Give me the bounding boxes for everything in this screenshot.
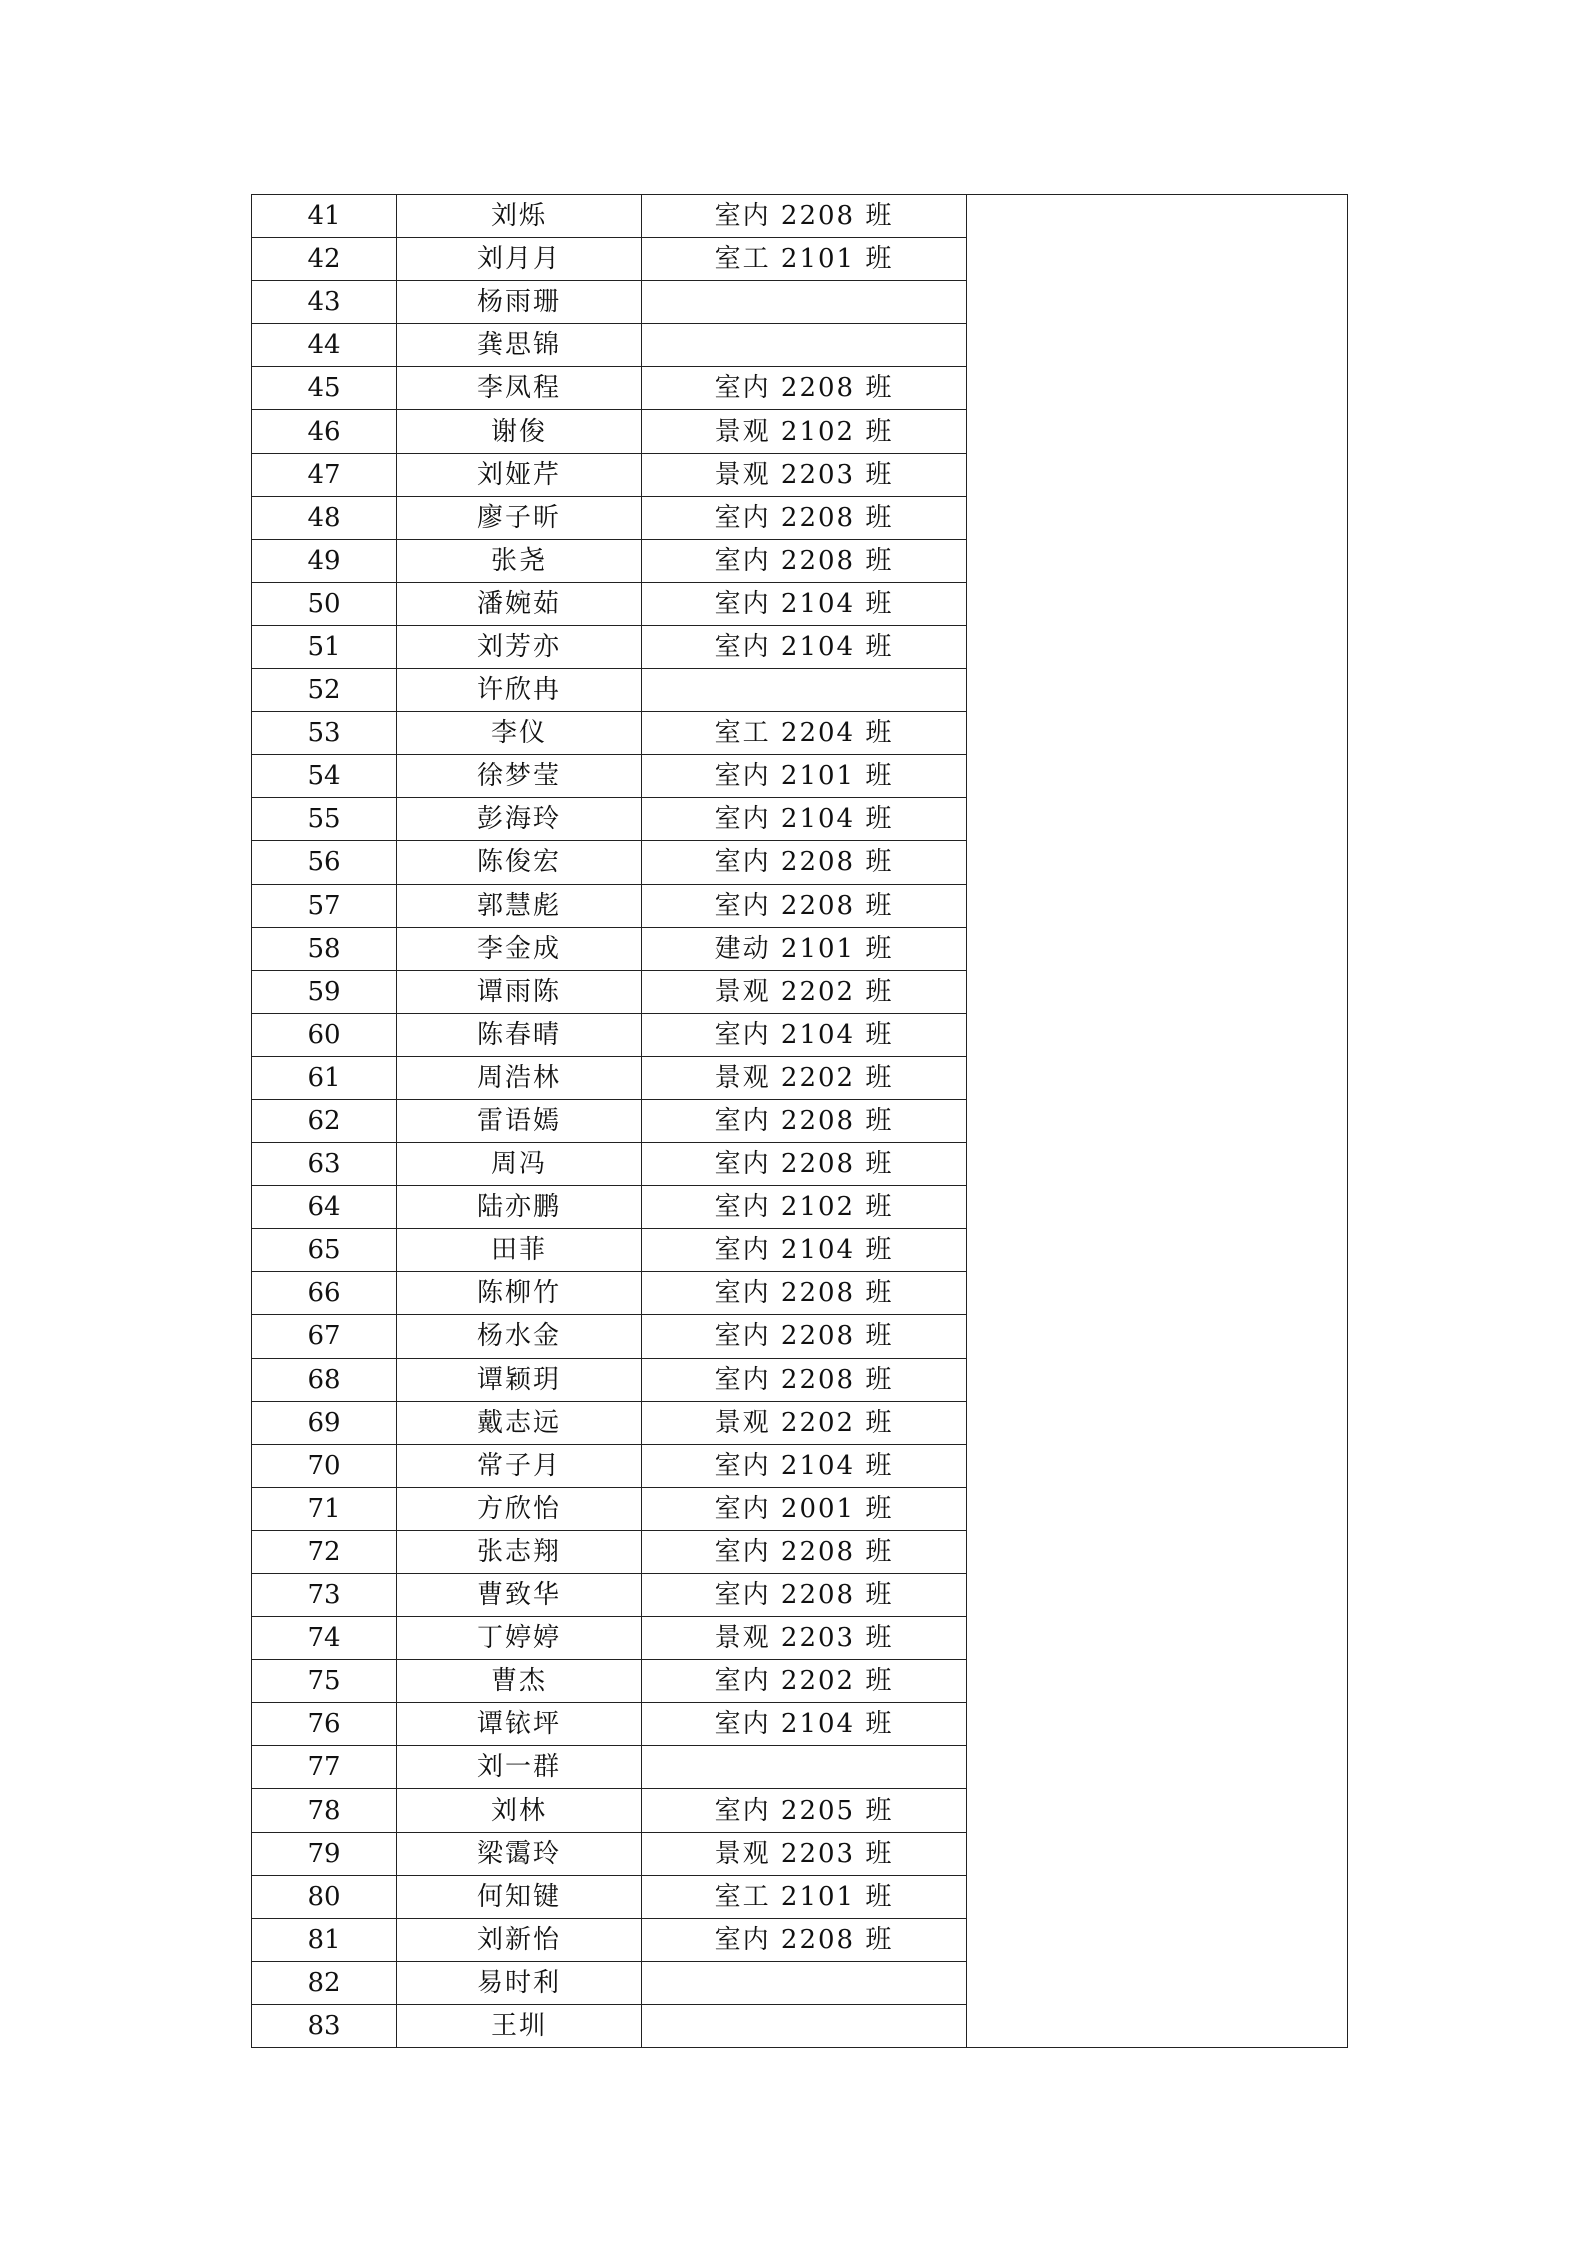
roster-table-body (252, 195, 1348, 2048)
class-name-cell: 室内 2208 班 (642, 1143, 967, 1186)
class-name-cell (642, 1746, 967, 1789)
class-name-cell: 室工 2101 班 (642, 1875, 967, 1918)
row-number-cell: 42 (252, 238, 397, 281)
row-number-cell: 44 (252, 324, 397, 367)
student-name-cell: 陈柳竹 (397, 1272, 642, 1315)
row-number-cell: 81 (252, 1918, 397, 1961)
class-name-cell: 室内 2208 班 (642, 539, 967, 582)
student-name-cell: 曹杰 (397, 1660, 642, 1703)
student-name-cell: 李仪 (397, 712, 642, 755)
student-name-cell: 何知键 (397, 1875, 642, 1918)
row-number-cell: 56 (252, 841, 397, 884)
row-number-cell: 83 (252, 2004, 397, 2047)
student-name-cell: 彭海玲 (397, 798, 642, 841)
row-number-cell: 59 (252, 970, 397, 1013)
row-number-cell: 79 (252, 1832, 397, 1875)
student-name-cell: 谭颖玥 (397, 1358, 642, 1401)
student-name-cell: 郭慧彪 (397, 884, 642, 927)
class-name-cell: 室内 2208 班 (642, 841, 967, 884)
student-name-cell: 丁婷婷 (397, 1617, 642, 1660)
class-name-cell: 室工 2101 班 (642, 238, 967, 281)
remarks-cell (967, 195, 1348, 2048)
student-name-cell: 许欣冉 (397, 669, 642, 712)
student-name-cell: 王圳 (397, 2004, 642, 2047)
student-name-cell: 刘新怡 (397, 1918, 642, 1961)
row-number-cell: 77 (252, 1746, 397, 1789)
row-number-cell: 78 (252, 1789, 397, 1832)
class-name-cell (642, 669, 967, 712)
student-name-cell: 张尧 (397, 539, 642, 582)
row-number-cell: 48 (252, 496, 397, 539)
class-name-cell: 室内 2104 班 (642, 1444, 967, 1487)
row-number-cell: 68 (252, 1358, 397, 1401)
student-name-cell: 谢俊 (397, 410, 642, 453)
class-name-cell: 室内 2208 班 (642, 1574, 967, 1617)
class-name-cell: 室内 2104 班 (642, 798, 967, 841)
student-name-cell: 梁霭玲 (397, 1832, 642, 1875)
student-name-cell: 易时利 (397, 1961, 642, 2004)
student-name-cell: 陈春晴 (397, 1013, 642, 1056)
row-number-cell: 71 (252, 1487, 397, 1530)
student-name-cell: 刘一群 (397, 1746, 642, 1789)
class-name-cell: 室内 2208 班 (642, 1358, 967, 1401)
class-name-cell: 室内 2208 班 (642, 1272, 967, 1315)
row-number-cell: 70 (252, 1444, 397, 1487)
row-number-cell: 63 (252, 1143, 397, 1186)
row-number-cell: 75 (252, 1660, 397, 1703)
student-name-cell: 刘烁 (397, 195, 642, 238)
student-name-cell: 陆亦鹏 (397, 1186, 642, 1229)
student-name-cell: 潘婉茹 (397, 582, 642, 625)
class-name-cell: 室内 2001 班 (642, 1487, 967, 1530)
row-number-cell: 41 (252, 195, 397, 238)
class-name-cell: 室内 2104 班 (642, 582, 967, 625)
class-name-cell (642, 1961, 967, 2004)
student-roster-table (251, 194, 1348, 2048)
class-name-cell: 室内 2208 班 (642, 1918, 967, 1961)
class-name-cell: 景观 2203 班 (642, 1832, 967, 1875)
class-name-cell (642, 281, 967, 324)
row-number-cell: 72 (252, 1530, 397, 1573)
row-number-cell: 62 (252, 1099, 397, 1142)
class-name-cell: 室内 2208 班 (642, 195, 967, 238)
class-name-cell: 室内 2104 班 (642, 1229, 967, 1272)
row-number-cell: 54 (252, 755, 397, 798)
class-name-cell: 景观 2202 班 (642, 1056, 967, 1099)
row-number-cell: 46 (252, 410, 397, 453)
student-name-cell: 李金成 (397, 927, 642, 970)
class-name-cell: 景观 2202 班 (642, 970, 967, 1013)
student-name-cell: 田菲 (397, 1229, 642, 1272)
class-name-cell: 景观 2203 班 (642, 453, 967, 496)
student-name-cell: 雷语嫣 (397, 1099, 642, 1142)
class-name-cell: 建动 2101 班 (642, 927, 967, 970)
row-number-cell: 49 (252, 539, 397, 582)
row-number-cell: 67 (252, 1315, 397, 1358)
student-name-cell: 周浩林 (397, 1056, 642, 1099)
class-name-cell: 室内 2104 班 (642, 1013, 967, 1056)
student-name-cell: 杨水金 (397, 1315, 642, 1358)
class-name-cell: 室内 2202 班 (642, 1660, 967, 1703)
class-name-cell: 室内 2102 班 (642, 1186, 967, 1229)
class-name-cell: 室内 2208 班 (642, 1530, 967, 1573)
student-name-cell: 张志翔 (397, 1530, 642, 1573)
student-name-cell: 廖子昕 (397, 496, 642, 539)
row-number-cell: 53 (252, 712, 397, 755)
row-number-cell: 64 (252, 1186, 397, 1229)
class-name-cell: 室内 2101 班 (642, 755, 967, 798)
student-name-cell: 龚思锦 (397, 324, 642, 367)
row-number-cell: 60 (252, 1013, 397, 1056)
row-number-cell: 43 (252, 281, 397, 324)
student-name-cell: 谭铱坪 (397, 1703, 642, 1746)
row-number-cell: 66 (252, 1272, 397, 1315)
class-name-cell: 室内 2104 班 (642, 625, 967, 668)
row-number-cell: 52 (252, 669, 397, 712)
class-name-cell: 景观 2202 班 (642, 1401, 967, 1444)
class-name-cell: 室内 2205 班 (642, 1789, 967, 1832)
class-name-cell: 室内 2208 班 (642, 884, 967, 927)
class-name-cell: 室内 2208 班 (642, 1315, 967, 1358)
student-name-cell: 刘娅芹 (397, 453, 642, 496)
row-number-cell: 82 (252, 1961, 397, 2004)
class-name-cell: 景观 2102 班 (642, 410, 967, 453)
student-name-cell: 李凤程 (397, 367, 642, 410)
student-name-cell: 刘林 (397, 1789, 642, 1832)
student-name-cell: 刘芳亦 (397, 625, 642, 668)
class-name-cell: 室内 2208 班 (642, 496, 967, 539)
row-number-cell: 55 (252, 798, 397, 841)
row-number-cell: 73 (252, 1574, 397, 1617)
student-name-cell: 常子月 (397, 1444, 642, 1487)
row-number-cell: 47 (252, 453, 397, 496)
student-name-cell: 谭雨陈 (397, 970, 642, 1013)
row-number-cell: 57 (252, 884, 397, 927)
row-number-cell: 58 (252, 927, 397, 970)
class-name-cell (642, 2004, 967, 2047)
row-number-cell: 74 (252, 1617, 397, 1660)
row-number-cell: 45 (252, 367, 397, 410)
student-name-cell: 周冯 (397, 1143, 642, 1186)
student-name-cell: 曹致华 (397, 1574, 642, 1617)
student-name-cell: 杨雨珊 (397, 281, 642, 324)
student-name-cell: 徐梦莹 (397, 755, 642, 798)
row-number-cell: 80 (252, 1875, 397, 1918)
class-name-cell: 室内 2208 班 (642, 1099, 967, 1142)
row-number-cell: 65 (252, 1229, 397, 1272)
class-name-cell (642, 324, 967, 367)
student-name-cell: 戴志远 (397, 1401, 642, 1444)
row-number-cell: 51 (252, 625, 397, 668)
class-name-cell: 室内 2208 班 (642, 367, 967, 410)
row-number-cell: 50 (252, 582, 397, 625)
class-name-cell: 室工 2204 班 (642, 712, 967, 755)
row-number-cell: 61 (252, 1056, 397, 1099)
class-name-cell: 室内 2104 班 (642, 1703, 967, 1746)
student-name-cell: 刘月月 (397, 238, 642, 281)
row-number-cell: 76 (252, 1703, 397, 1746)
student-name-cell: 陈俊宏 (397, 841, 642, 884)
table-row (252, 195, 1348, 238)
student-name-cell: 方欣怡 (397, 1487, 642, 1530)
row-number-cell: 69 (252, 1401, 397, 1444)
class-name-cell: 景观 2203 班 (642, 1617, 967, 1660)
